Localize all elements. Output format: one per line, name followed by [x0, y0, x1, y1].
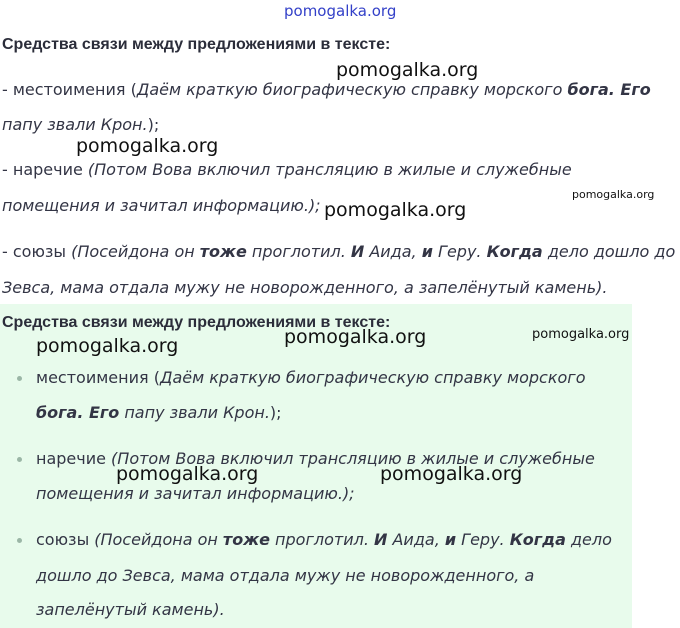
- conj-bold: тоже: [222, 530, 270, 549]
- watermark-text: pomogalka.org: [324, 199, 467, 221]
- adverb-line-2: помещения и зачитал информацию.);: [2, 196, 321, 215]
- box-conj-line-1: [36, 530, 612, 549]
- pronouns-end: );: [147, 115, 160, 134]
- conj-bold: И: [374, 530, 388, 549]
- pronouns-line-1: [2, 80, 651, 99]
- conj-line-2: Зевса, мама отдала мужу не новорожденного, а запелёнутый камень).: [2, 278, 608, 297]
- watermark-text: pomogalka.org: [284, 326, 427, 348]
- pronouns-example-cont: папу звали Крон.: [2, 115, 148, 134]
- box-heading: Средства связи между предложениями в тексте:: [2, 314, 391, 331]
- pronouns-bold: бога. Его: [36, 403, 120, 422]
- pronouns-example: Даём краткую биографическую справку морского: [136, 80, 568, 99]
- conj-bold: и: [421, 242, 433, 261]
- bullet-dot: [17, 538, 22, 543]
- conj-text: Аида,: [387, 530, 445, 549]
- conj-text: (Посейдона он: [71, 242, 200, 261]
- conj-bold: Когда: [509, 530, 566, 549]
- pronouns-example: Даём краткую биографическую справку морского: [159, 368, 586, 387]
- conj-text: проглотил.: [246, 242, 351, 261]
- box-adverb-line-2: помещения и зачитал информацию.);: [36, 484, 355, 503]
- conj-text: проглотил.: [269, 530, 374, 549]
- box-pronouns-line-1: [36, 368, 586, 387]
- conj-text: (Посейдона он: [94, 530, 223, 549]
- bullet-dot: [17, 457, 22, 462]
- watermark-text: pomogalka.org: [36, 335, 179, 357]
- pronouns-prefix: - местоимения (: [2, 80, 137, 99]
- conj-text: Геру.: [456, 530, 510, 549]
- watermark-text: pomogalka.org: [116, 463, 259, 485]
- watermark-text: pomogalka.org: [532, 327, 630, 342]
- watermark-text: pomogalka.org: [284, 2, 397, 20]
- section-heading: Средства связи между предложениями в тексте:: [2, 36, 391, 53]
- adverb-example: (Потом Вова включил трансляцию в жилые и служебные: [87, 160, 572, 179]
- watermark-text: pomogalka.org: [380, 463, 523, 485]
- adverb-line-1: [2, 160, 572, 179]
- conj-bold: И: [350, 242, 365, 261]
- pronouns-prefix: местоимения (: [36, 368, 160, 387]
- conj-line-1: [2, 242, 675, 261]
- pronouns-line-2: [2, 115, 159, 134]
- conj-text: Аида,: [364, 242, 422, 261]
- adverb-prefix: наречие: [36, 449, 112, 468]
- conj-bold: и: [444, 530, 457, 549]
- box-conj-line-2: дошло до Зевса, мама отдала мужу не новорожденного, а: [36, 566, 535, 585]
- pronouns-bold: бога. Его: [567, 80, 651, 99]
- conj-prefix: союзы: [36, 530, 95, 549]
- adverb-example: (Потом Вова включил трансляцию в жилые и служебные: [111, 449, 595, 468]
- pronouns-example-cont: папу звали Крон.: [119, 403, 270, 422]
- watermark-text: pomogalka.org: [76, 135, 219, 157]
- box-conj-line-3: запелёнутый камень).: [36, 600, 225, 619]
- pronouns-end: );: [269, 403, 282, 422]
- adverb-prefix: - наречие: [2, 160, 88, 179]
- conj-prefix: - союзы: [2, 242, 72, 261]
- box-pronouns-line-2: [36, 403, 282, 422]
- watermark-text: pomogalka.org: [336, 59, 479, 81]
- conj-text: Геру.: [432, 242, 487, 261]
- conj-bold: Когда: [486, 242, 543, 261]
- conj-text: дело дошло до: [542, 242, 676, 261]
- watermark-text: pomogalka.org: [572, 188, 655, 201]
- bullet-dot: [17, 376, 22, 381]
- conj-text: дело: [565, 530, 612, 549]
- conj-bold: тоже: [199, 242, 247, 261]
